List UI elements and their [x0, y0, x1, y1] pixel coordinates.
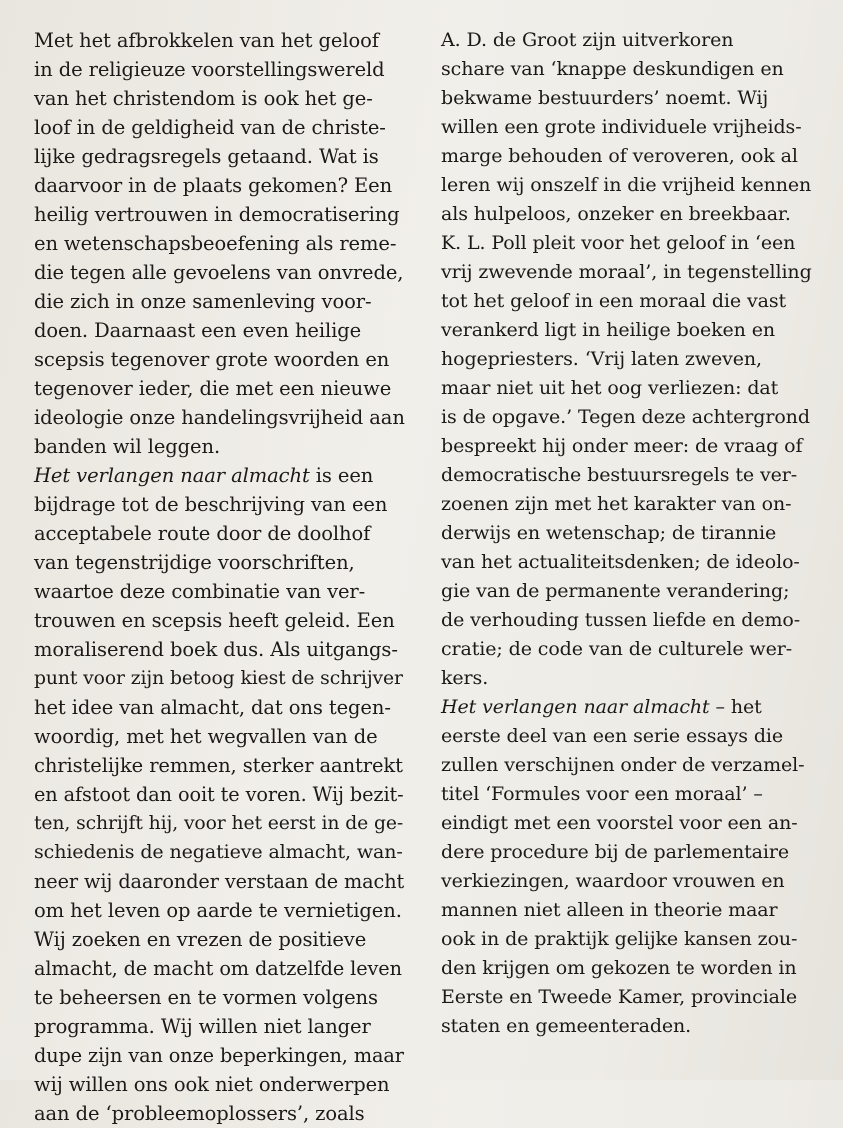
text-line: kers.	[441, 667, 489, 689]
text-line: mannen niet alleen in theorie maar	[441, 899, 778, 921]
text-line: scepsis tegenover grote woorden en	[34, 348, 390, 371]
text-line: verkiezingen, waardoor vrouwen en	[441, 870, 785, 892]
text-line: te beheersen en te vormen volgens	[34, 986, 378, 1009]
text-line: woordig, met het wegvallen van de	[34, 725, 378, 748]
text-line: waartoe deze combinatie van ver-	[34, 580, 366, 603]
text-line: doen. Daarnaast een even heilige	[34, 319, 362, 342]
text-line: schiedenis de negatieve almacht, wan-	[34, 841, 403, 863]
text-line: is de opgave.’ Tegen deze achtergrond	[441, 406, 810, 428]
text-line: eerste deel van een serie essays die	[441, 725, 784, 747]
text-line: zullen verschijnen onder de verzamel-	[441, 754, 805, 776]
text-line: hogepriesters. ‘Vrij laten zweven,	[441, 348, 762, 370]
text-line: A. D. de Groot zijn uitverkoren	[441, 29, 734, 51]
text-line: eindigt met een voorstel voor een an-	[441, 812, 798, 834]
text-column-left	[34, 26, 406, 1128]
text-line: van het christendom is ook het ge-	[34, 87, 373, 110]
text-line: verankerd ligt in heilige boeken en	[441, 319, 776, 341]
text-line: maar niet uit het oog verliezen: dat	[441, 377, 779, 399]
text-line: vrij zwevende moraal’, in tegenstelling	[441, 261, 812, 283]
text-fragment: – het	[709, 696, 762, 718]
text-line: van tegenstrijdige voorschriften,	[34, 551, 355, 574]
text-line: programma. Wij willen niet langer	[34, 1015, 371, 1038]
text-line: cratie; de code van de culturele wer-	[441, 638, 793, 660]
text-line: bekwame bestuurders’ noemt. Wij	[441, 87, 769, 109]
text-line: acceptabele route door de doolhof	[34, 522, 371, 545]
text-line: als hulpeloos, onzeker en breekbaar.	[441, 203, 791, 225]
text-line: neer wij daaronder verstaan de macht	[34, 870, 405, 893]
text-line: die tegen alle gevoelens van onvrede,	[34, 261, 404, 284]
text-line: en wetenschapsbeoefening als reme-	[34, 232, 397, 255]
text-line: die zich in onze samenleving voor-	[34, 290, 372, 313]
text-line: marge behouden of veroveren, ook al	[441, 145, 798, 167]
text-line: en afstoot dan ooit te voren. Wij bezit-	[34, 783, 404, 806]
text-line-mixed	[441, 693, 831, 722]
text-line: in de religieuze voorstellingswereld	[34, 58, 385, 81]
text-line: ideologie onze handelingsvrijheid aan	[34, 406, 405, 429]
text-line: wij willen ons ook niet onderwerpen	[34, 1073, 390, 1096]
text-line: den krijgen om gekozen te worden in	[441, 957, 797, 979]
text-line: titel ‘Formules voor een moraal’ –	[441, 783, 763, 805]
text-line: almacht, de macht om datzelfde leven	[34, 957, 402, 980]
text-line: loof in de geldigheid van de christe-	[34, 116, 386, 139]
text-line: lijke gedragsregels getaand. Wat is	[34, 145, 379, 168]
text-line: punt voor zijn betoog kiest de schrijver	[34, 668, 403, 689]
text-line: het idee van almacht, dat ons tegen-	[34, 696, 391, 719]
text-line: staten en gemeenteraden.	[441, 1015, 692, 1037]
text-line: derwijs en wetenschap; de tirannie	[441, 522, 777, 544]
text-fragment: is een	[309, 464, 374, 487]
text-line: dere procedure bij de parlementaire	[441, 841, 789, 863]
text-column-right	[441, 26, 831, 1041]
text-line: daarvoor in de plaats gekomen? Een	[34, 174, 393, 197]
text-line: zoenen zijn met het karakter van on-	[441, 493, 792, 515]
text-line: trouwen en scepsis heeft geleid. Een	[34, 609, 395, 632]
text-line: moraliserend boek dus. Als uitgangs-	[34, 638, 398, 661]
text-line: K. L. Poll pleit voor het geloof in ‘een	[441, 232, 796, 254]
text-line: van het actualiteitsdenken; de ideolo-	[441, 551, 800, 573]
book-title-italic: Het verlangen naar almacht	[441, 696, 710, 718]
text-line: christelijke remmen, sterker aantrekt	[34, 754, 403, 777]
text-line: gie van de permanente verandering;	[441, 580, 790, 602]
text-line: om het leven op aarde te vernietigen.	[34, 899, 402, 922]
text-line: leren wij onszelf in die vrijheid kennen	[441, 174, 812, 196]
text-line: Eerste en Tweede Kamer, provinciale	[441, 986, 798, 1008]
text-line: ook in de praktijk gelijke kansen zou-	[441, 928, 798, 950]
text-line: tot het geloof in een moraal die vast	[441, 290, 787, 312]
text-line: tegenover ieder, die met een nieuwe	[34, 377, 392, 400]
text-line: dupe zijn van onze beperkingen, maar	[34, 1044, 404, 1067]
text-line: ten, schrijft hij, voor het eerst in de ge-	[34, 813, 404, 834]
text-line: willen een grote individuele vrijheids-	[441, 116, 802, 138]
text-line: Wij zoeken en vrezen de positieve	[34, 928, 367, 951]
book-title-italic: Het verlangen naar almacht	[34, 464, 310, 487]
text-line: aan de ‘probleemoplossers’, zoals	[34, 1102, 365, 1125]
text-line: democratische bestuursregels te ver-	[441, 464, 798, 486]
text-line: Met het afbrokkelen van het geloof	[34, 29, 379, 52]
text-line: heilig vertrouwen in democratisering	[34, 203, 400, 226]
text-line: bijdrage tot de beschrijving van een	[34, 493, 388, 516]
text-line: bespreekt hij onder meer: de vraag of	[441, 435, 803, 457]
text-line-mixed	[34, 461, 406, 490]
text-line: banden wil leggen.	[34, 435, 221, 458]
text-line: schare van ‘knappe deskundigen en	[441, 58, 784, 80]
text-line: de verhouding tussen liefde en demo-	[441, 609, 801, 631]
